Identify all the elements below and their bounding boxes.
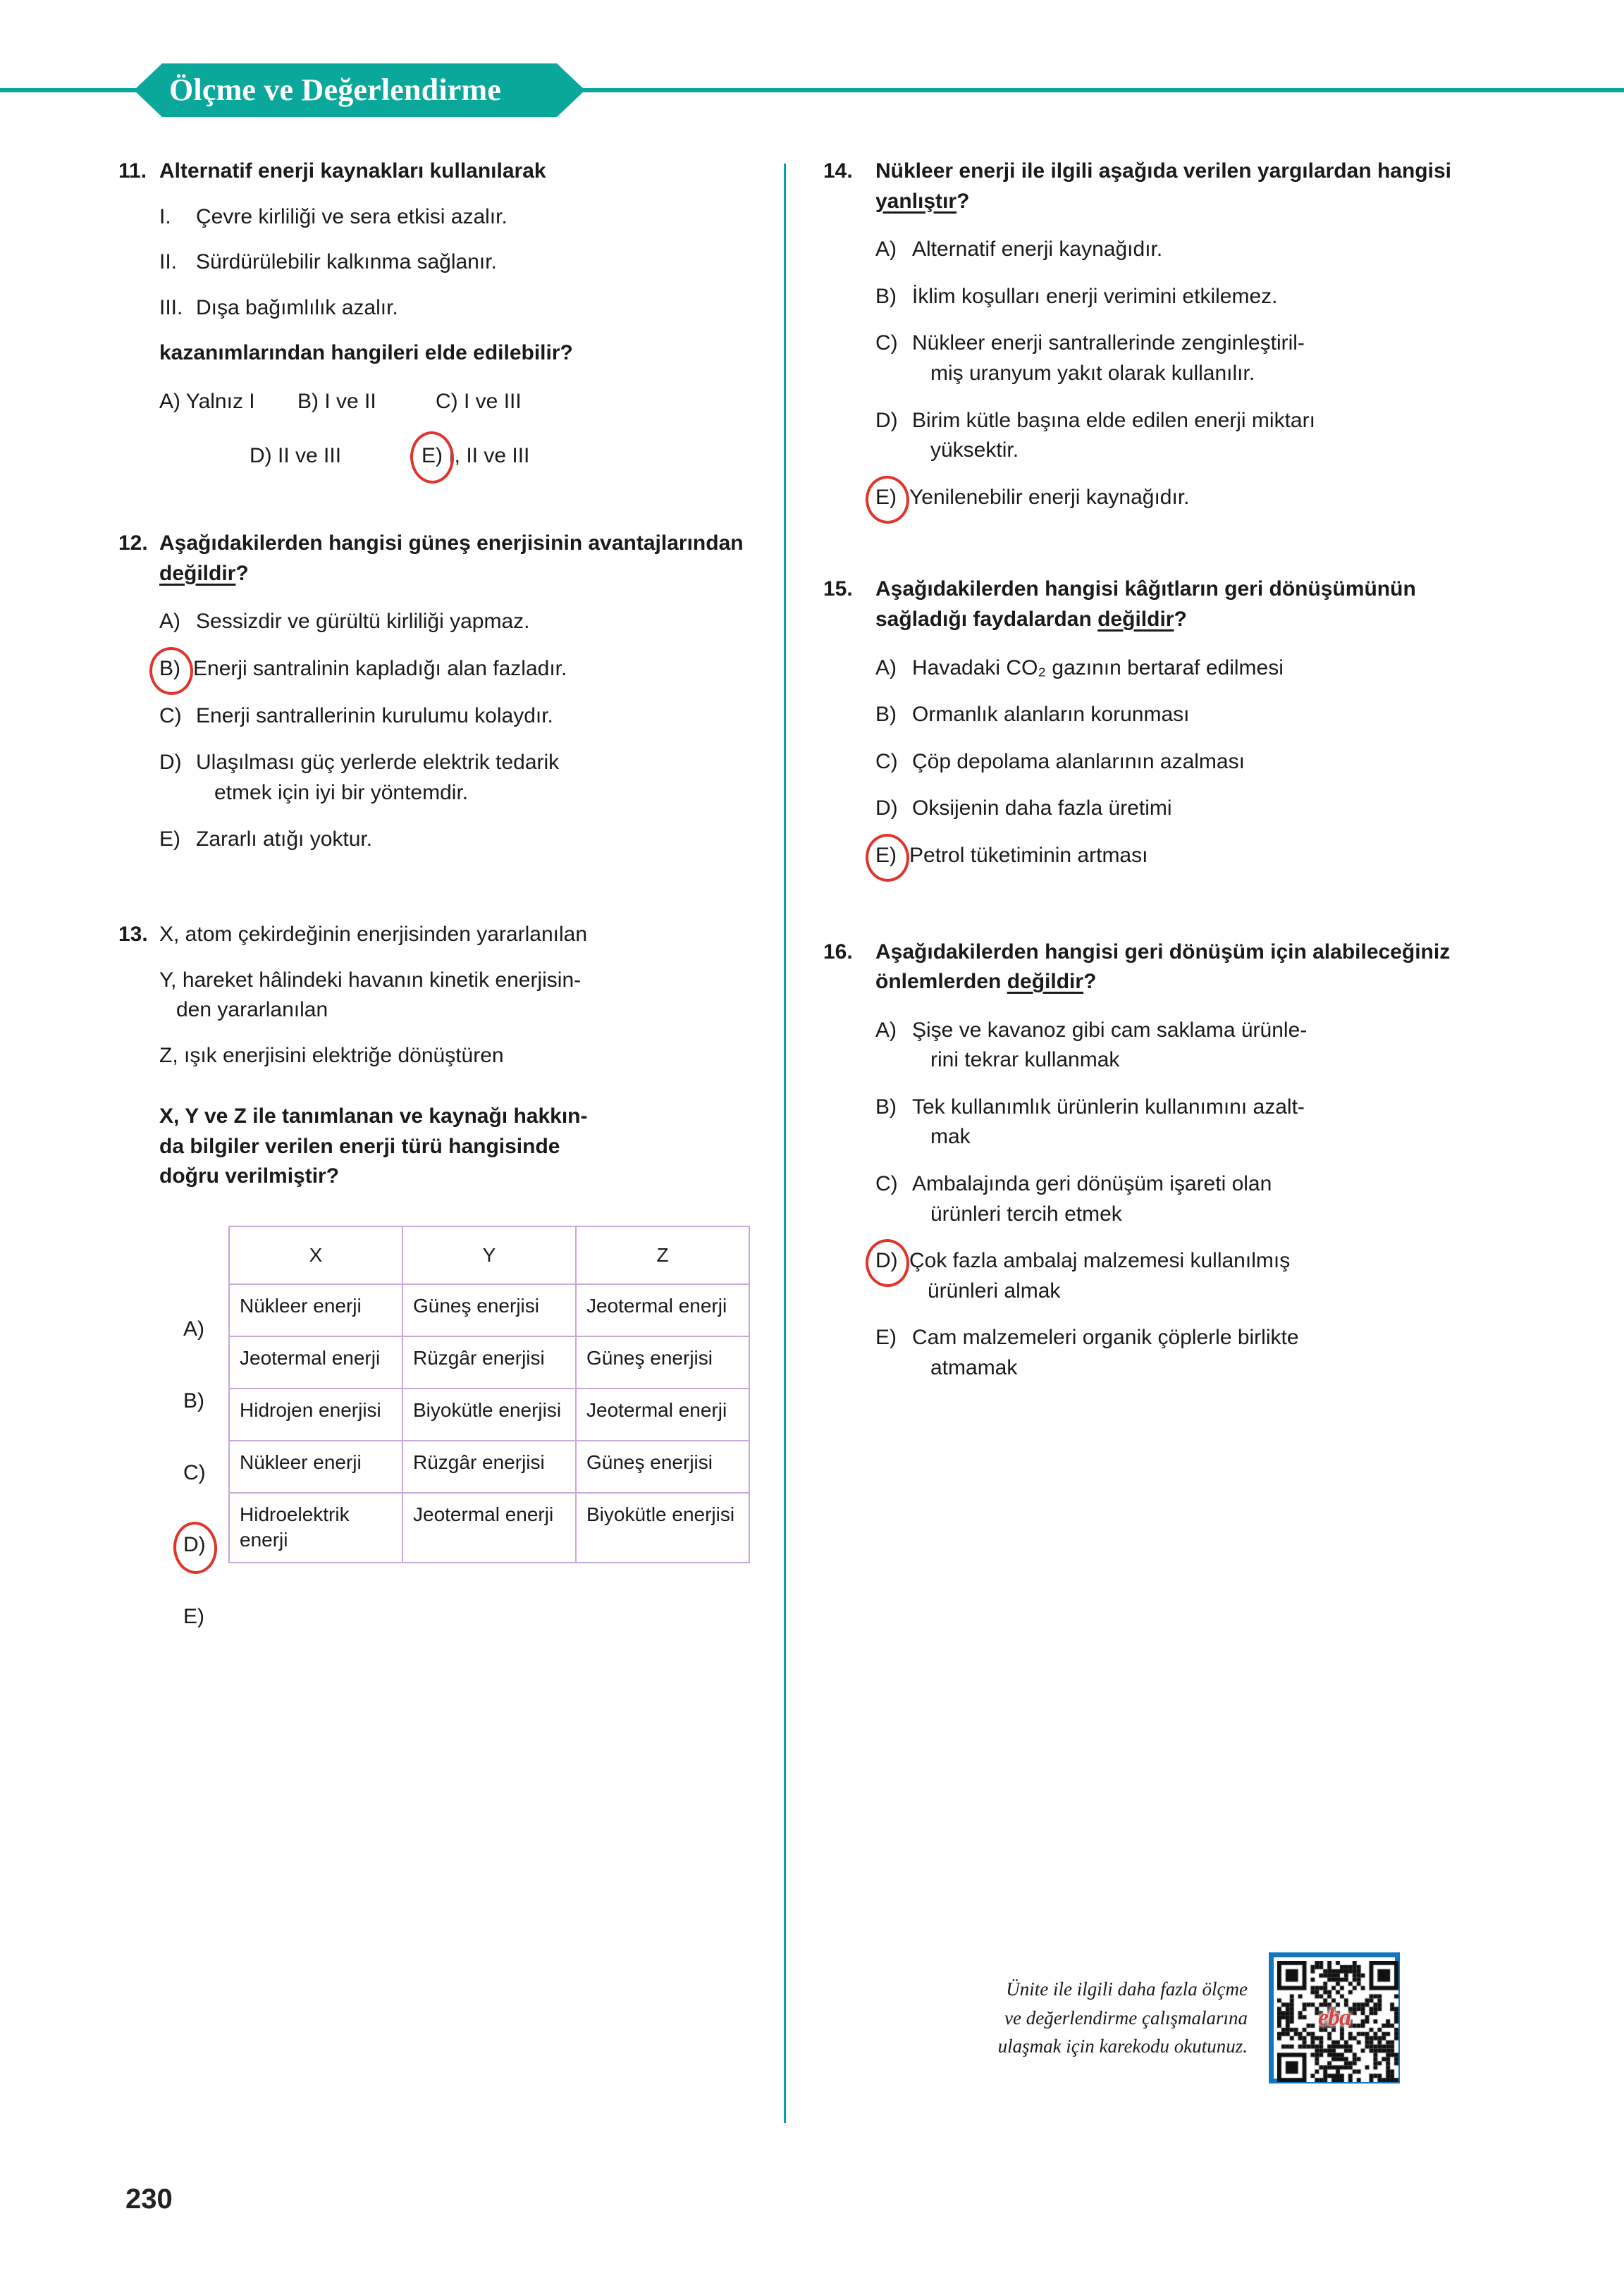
- page-header: [0, 62, 1624, 118]
- question-12-stem-pre: Aşağıdakilerden hangisi güneş enerjisinin avantajlarından: [159, 531, 744, 555]
- option-12-E-text: Zararlı atığı yoktur.: [196, 827, 373, 851]
- option-12-A-key: A): [159, 610, 180, 634]
- question-13-head: [118, 920, 781, 950]
- table-row-key-A-label: A): [183, 1317, 204, 1341]
- table-row-key-C-label: C): [183, 1461, 206, 1485]
- option-12-E[interactable]: [159, 825, 781, 855]
- question-13-table-wrap: [118, 1226, 781, 1629]
- option-14-C-text: Nükleer enerji santrallerinde zenginleştiril-: [912, 331, 1305, 355]
- question-14-number: 14.: [823, 159, 853, 183]
- question-13-stem2-line1: X, Y ve Z ile tanımlanan ve kaynağı hakkın-: [159, 1104, 588, 1128]
- column-divider: [784, 164, 786, 2123]
- option-16-A-text2: rini tekrar kullanmak: [930, 1048, 1120, 1072]
- option-11-C-key: C): [436, 389, 458, 413]
- option-14-D-key: D): [875, 408, 898, 432]
- question-16-stem-pre: Aşağıdakilerden hangisi geri dönüşüm için alabileceğiniz önlemlerden: [875, 940, 1451, 994]
- option-11-D[interactable]: [250, 441, 422, 472]
- table-row: [229, 1441, 749, 1493]
- option-15-A-key: A): [875, 655, 897, 679]
- question-13-para3: Z, ışık enerjisini elektriğe dönüştüren: [159, 1043, 504, 1067]
- roman-text-3: Dışa bağımlılık azalır.: [196, 295, 398, 319]
- option-16-A-text: Şişe ve kavanoz gibi cam saklama ürünle-: [912, 1018, 1308, 1042]
- option-14-C-key: C): [875, 331, 898, 355]
- question-13-para2-line1: Y, hareket hâlindeki havanın kinetik enerjisin-: [159, 968, 582, 992]
- question-16-head: [823, 937, 1486, 997]
- question-11-stem: Alternatif enerji kaynakları kullanılarak: [159, 159, 546, 183]
- cell-B-X: Jeotermal enerji: [229, 1336, 402, 1389]
- cell-C-Y: Biyokütle enerjisi: [402, 1389, 576, 1441]
- energy-types-table: [228, 1226, 750, 1563]
- option-16-B-key: B): [875, 1095, 897, 1119]
- cell-A-X: Nükleer enerji: [229, 1284, 402, 1336]
- table-col-header-Y: Y: [402, 1226, 576, 1284]
- question-11-roman-list: [118, 202, 781, 324]
- option-14-C[interactable]: [875, 328, 1486, 388]
- option-11-B-text: I ve II: [324, 389, 376, 413]
- option-14-A[interactable]: [875, 235, 1486, 265]
- option-12-C-text: Enerji santrallerinin kurulumu kolaydır.: [196, 703, 553, 727]
- option-15-D[interactable]: [875, 794, 1486, 824]
- option-15-E-text: Petrol tüketiminin artması: [909, 843, 1148, 867]
- option-11-B[interactable]: [297, 387, 436, 417]
- option-11-A[interactable]: [159, 387, 297, 417]
- question-14: [823, 156, 1486, 512]
- option-12-C[interactable]: [159, 701, 781, 732]
- question-11: [118, 156, 781, 471]
- option-11-A-key: A): [159, 389, 180, 413]
- option-16-C-text-wrap: [912, 1169, 1486, 1229]
- option-12-D[interactable]: [159, 748, 781, 808]
- question-16-stem-post: ?: [1083, 970, 1097, 994]
- option-12-D-text-wrap: [196, 748, 781, 808]
- option-11-D-key: D): [250, 443, 272, 467]
- option-14-B-text: İklim koşulları enerji verimini etkilemez.: [912, 284, 1278, 308]
- right-column: [823, 156, 1486, 1422]
- option-16-B[interactable]: [875, 1092, 1486, 1152]
- question-14-stem-pre: Nükleer enerji ile ilgili aşağıda verilen yargılardan hangisi: [875, 159, 1451, 183]
- question-14-stem: [875, 156, 1486, 216]
- qr-code[interactable]: [1269, 1952, 1400, 2083]
- page-number: 230: [125, 2184, 173, 2215]
- option-14-E-key: E): [875, 485, 897, 509]
- question-15-number: 15.: [823, 577, 853, 601]
- option-16-B-text-wrap: [912, 1092, 1486, 1152]
- cell-E-Y: Jeotermal enerji: [402, 1493, 576, 1563]
- list-item: [159, 247, 781, 278]
- cell-E-X: Hidroelektrik enerji: [229, 1493, 402, 1563]
- option-16-C-text2: ürünleri tercih etmek: [930, 1202, 1122, 1226]
- list-item: [159, 293, 781, 324]
- list-item: [159, 202, 781, 233]
- question-11-number: 11.: [118, 159, 147, 183]
- question-13-para2: [118, 966, 781, 1026]
- question-15-stem-pre: Aşağıdakilerden hangisi kâğıtların geri dönüşümünün sağladığı faydalardan: [875, 577, 1416, 631]
- question-12-number: 12.: [118, 531, 148, 555]
- option-16-D[interactable]: [875, 1246, 1486, 1306]
- table-row: [229, 1493, 749, 1563]
- qr-caption-line1: Ünite ile ilgili daha fazla ölçme: [1006, 1978, 1248, 2000]
- question-16: [823, 937, 1486, 1384]
- question-11-options-row1: [118, 387, 781, 417]
- roman-text-1: Çevre kirliliği ve sera etkisi azalır.: [196, 204, 508, 228]
- answer-circle-icon: [171, 1520, 219, 1575]
- cell-D-X: Nükleer enerji: [229, 1441, 402, 1493]
- question-15-stem: [875, 574, 1486, 634]
- option-15-C-text: Çöp depolama alanlarının azalması: [912, 749, 1245, 773]
- option-11-C-text: I ve III: [464, 389, 522, 413]
- option-16-C-text: Ambalajında geri dönüşüm işareti olan: [912, 1172, 1272, 1196]
- question-15-stem-post: ?: [1174, 607, 1187, 631]
- option-14-E[interactable]: [875, 483, 1486, 513]
- option-14-D-text-wrap: [912, 406, 1486, 466]
- option-15-C-key: C): [875, 749, 898, 773]
- option-16-D-key: D): [875, 1249, 898, 1273]
- option-12-D-text2: etmek için iyi bir yöntemdir.: [214, 780, 469, 804]
- option-14-C-text-wrap: [912, 328, 1486, 388]
- option-14-D[interactable]: [875, 406, 1486, 466]
- option-16-E-text: Cam malzemeleri organik çöplerle birlikte: [912, 1326, 1299, 1350]
- question-16-options: [823, 1016, 1486, 1384]
- table-row-key-D-label: D): [183, 1533, 206, 1557]
- question-16-stem: [875, 937, 1486, 997]
- eba-logo: eba: [1317, 2005, 1351, 2031]
- option-15-B-text: Ormanlık alanların korunması: [912, 703, 1190, 727]
- option-12-B-key: B): [159, 656, 180, 680]
- question-14-stem-underline: yanlıştır: [875, 189, 957, 213]
- question-16-number: 16.: [823, 940, 853, 964]
- question-13-stem2-line2: da bilgiler verilen enerji türü hangisinde: [159, 1134, 560, 1158]
- cell-D-Z: Güneş enerjisi: [576, 1441, 749, 1493]
- roman-text-2: Sürdürülebilir kalkınma sağlanır.: [196, 250, 497, 274]
- question-13-stem2-line3: doğru verilmiştir?: [159, 1164, 340, 1188]
- option-12-C-key: C): [159, 703, 182, 727]
- option-16-E-key: E): [875, 1326, 897, 1350]
- question-15-stem-underline: değildir: [1097, 607, 1174, 631]
- option-14-D-text: Birim kütle başına elde edilen enerji miktarı: [912, 408, 1315, 432]
- question-13-number: 13.: [118, 922, 148, 946]
- option-16-A-key: A): [875, 1018, 897, 1042]
- table-col-header-X: X: [229, 1226, 402, 1284]
- option-15-E[interactable]: [875, 841, 1486, 871]
- option-16-D-text-wrap: [909, 1246, 1486, 1306]
- option-15-B-key: B): [875, 703, 897, 727]
- question-12-stem-underline: değildir: [159, 561, 236, 585]
- option-15-B[interactable]: [875, 700, 1486, 730]
- option-12-B-text: Enerji santralinin kapladığı alan fazladır.: [193, 656, 567, 680]
- option-15-D-text: Oksijenin daha fazla üretimi: [912, 796, 1172, 820]
- table-row: [229, 1389, 749, 1441]
- option-12-A[interactable]: [159, 607, 781, 637]
- cell-B-Z: Güneş enerjisi: [576, 1336, 749, 1389]
- option-11-A-text: Yalnız I: [185, 389, 255, 413]
- qr-caption: [923, 1975, 1269, 2061]
- table-row-key-B-label: B): [183, 1389, 204, 1413]
- option-16-A-text-wrap: [912, 1016, 1486, 1076]
- table-col-header-Z: Z: [576, 1226, 749, 1284]
- option-14-C-text2: miş uranyum yakıt olarak kullanılır.: [930, 361, 1255, 385]
- question-11-head: [118, 156, 781, 187]
- table-row: [229, 1336, 749, 1389]
- qr-caption-line3: ulaşmak için karekodu okutunuz.: [997, 2036, 1248, 2057]
- cell-C-X: Hidrojen enerjisi: [229, 1389, 402, 1441]
- option-14-E-text: Yenilenebilir enerji kaynağıdır.: [909, 485, 1190, 509]
- option-16-C[interactable]: [875, 1169, 1486, 1229]
- question-11-stem2: kazanımlarından hangileri elde edilebilir?: [159, 341, 573, 365]
- option-15-C[interactable]: [875, 747, 1486, 777]
- question-13: [118, 920, 781, 1629]
- option-12-D-key: D): [159, 751, 182, 775]
- question-13-stem2: [118, 1102, 781, 1192]
- option-12-E-key: E): [159, 827, 180, 851]
- option-14-D-text2: yüksektir.: [930, 438, 1019, 462]
- question-15-head: [823, 574, 1486, 634]
- option-15-D-key: D): [875, 796, 898, 820]
- question-15: [823, 574, 1486, 870]
- question-15-options: [823, 653, 1486, 871]
- table-row: [229, 1284, 749, 1336]
- table-row-key-E-label: E): [183, 1605, 204, 1629]
- option-14-A-text: Alternatif enerji kaynağıdır.: [912, 238, 1163, 261]
- option-14-B[interactable]: [875, 282, 1486, 312]
- option-11-C[interactable]: [436, 387, 574, 417]
- option-12-B[interactable]: [159, 654, 781, 684]
- option-16-E-text-wrap: [912, 1323, 1486, 1383]
- cell-A-Y: Güneş enerjisi: [402, 1284, 576, 1336]
- question-12-stem-post: ?: [235, 561, 249, 585]
- page-title: Ölçme ve Değerlendirme: [169, 72, 502, 107]
- option-16-E[interactable]: [875, 1323, 1486, 1383]
- question-14-options: [823, 235, 1486, 512]
- option-16-D-text: Çok fazla ambalaj malzemesi kullanılmış: [909, 1249, 1291, 1273]
- cell-A-Z: Jeotermal enerji: [576, 1284, 749, 1336]
- question-14-stem-post: ?: [956, 189, 970, 213]
- question-14-head: [823, 156, 1486, 216]
- question-12-stem: [159, 529, 781, 589]
- roman-mark-3: III.: [159, 295, 183, 319]
- option-11-B-key: B): [297, 389, 319, 413]
- option-14-A-key: A): [875, 238, 897, 261]
- option-11-E-key: E): [422, 443, 443, 467]
- question-12-head: [118, 529, 781, 589]
- cell-C-Z: Jeotermal enerji: [576, 1389, 749, 1441]
- header-title-container: [169, 62, 501, 117]
- option-11-E-text: I, II ve III: [448, 443, 530, 467]
- table-header-row: [229, 1226, 749, 1284]
- question-12-options: [118, 607, 781, 855]
- option-15-A[interactable]: [875, 653, 1486, 684]
- option-16-E-text2: atmamak: [930, 1356, 1018, 1380]
- qr-footer: [923, 1952, 1400, 2083]
- cell-D-Y: Rüzgâr enerjisi: [402, 1441, 576, 1493]
- left-column: [118, 156, 781, 1629]
- cell-E-Z: Biyokütle enerjisi: [576, 1493, 749, 1563]
- roman-mark-2: II.: [159, 250, 178, 274]
- question-13-para2-line2: den yararlanılan: [176, 998, 328, 1022]
- option-12-A-text: Sessizdir ve gürültü kirliliği yapmaz.: [196, 610, 530, 634]
- option-14-B-key: B): [875, 284, 897, 308]
- option-16-A[interactable]: [875, 1016, 1486, 1076]
- option-16-C-key: C): [875, 1172, 898, 1196]
- question-13-stem: X, atom çekirdeğinin enerjisinden yararlanılan: [159, 922, 588, 946]
- cell-B-Y: Rüzgâr enerjisi: [402, 1336, 576, 1389]
- question-16-stem-underline: değildir: [1007, 970, 1084, 994]
- option-15-A-text: Havadaki CO₂ gazının bertaraf edilmesi: [912, 655, 1284, 679]
- option-16-B-text2: mak: [930, 1125, 971, 1149]
- option-12-D-text: Ulaşılması güç yerlerde elektrik tedarik: [196, 751, 560, 775]
- option-16-D-text2: ürünleri almak: [928, 1279, 1061, 1303]
- option-16-B-text: Tek kullanımlık ürünlerin kullanımını azalt-: [912, 1095, 1305, 1119]
- question-12: [118, 529, 781, 855]
- option-15-E-key: E): [875, 843, 897, 867]
- option-11-D-text: II ve III: [278, 443, 342, 467]
- option-11-E[interactable]: [422, 441, 529, 472]
- qr-caption-line2: ve değerlendirme çalışmalarına: [1004, 2007, 1248, 2029]
- roman-mark-1: I.: [159, 204, 171, 228]
- question-11-options-row2: [118, 441, 781, 472]
